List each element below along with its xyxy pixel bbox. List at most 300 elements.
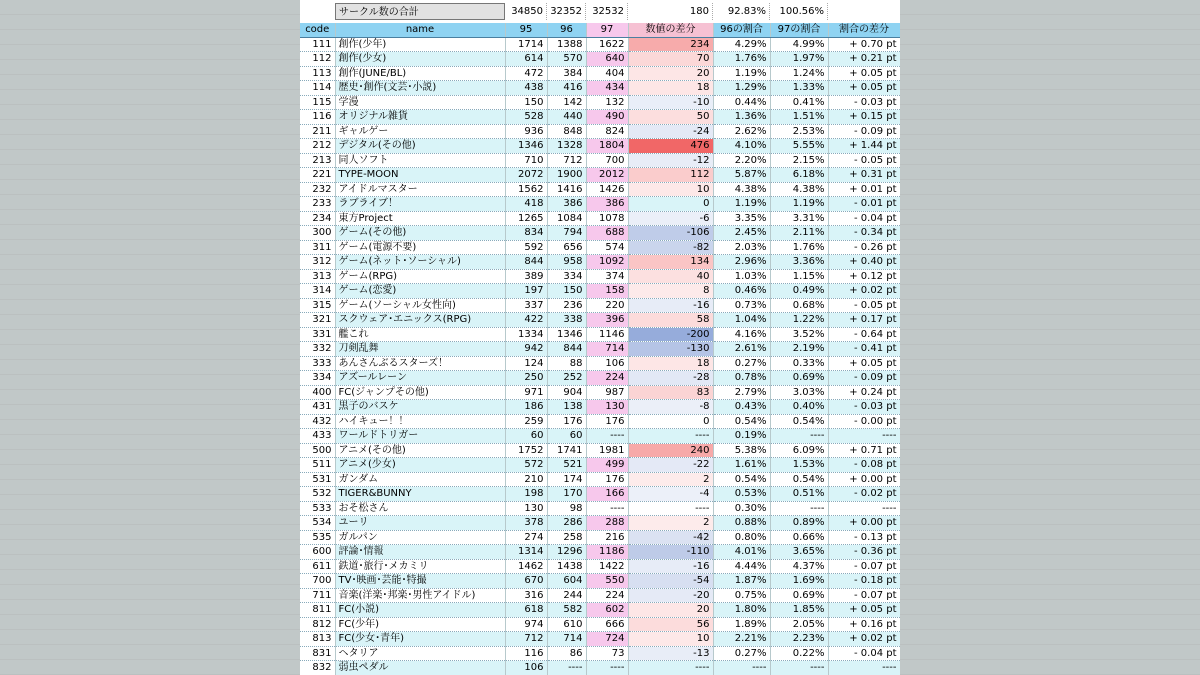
cell-v96[interactable]: 1741 (547, 443, 586, 458)
cell-code[interactable]: 212 (300, 139, 335, 154)
cell-diff[interactable]: 10 (628, 182, 713, 197)
cell-r96[interactable]: 0.75% (713, 588, 770, 603)
cell-r97[interactable]: 0.54% (770, 414, 828, 429)
cell-diff[interactable]: 240 (628, 443, 713, 458)
cell-rdiff[interactable]: + 0.05 pt (828, 356, 900, 371)
cell-r97[interactable]: ---- (770, 661, 828, 675)
cell-name[interactable]: 創作(少年) (335, 37, 505, 52)
cell-v95[interactable]: 250 (505, 371, 547, 386)
cell-r96[interactable]: 1.29% (713, 81, 770, 96)
cell-v97[interactable]: 130 (586, 400, 628, 415)
cell-name[interactable]: ハイキュー！！ (335, 414, 505, 429)
cell-name[interactable]: 黒子のバスケ (335, 400, 505, 415)
cell-v96[interactable]: 244 (547, 588, 586, 603)
cell-code[interactable]: 332 (300, 342, 335, 357)
cell-r97[interactable]: 0.40% (770, 400, 828, 415)
cell-name[interactable]: FC(ジャンプその他) (335, 385, 505, 400)
cell-code[interactable]: 532 (300, 487, 335, 502)
cell-r97[interactable]: 5.55% (770, 139, 828, 154)
cell-r96[interactable]: 0.73% (713, 298, 770, 313)
cell-r97[interactable]: 0.22% (770, 646, 828, 661)
cell-r96[interactable]: 0.54% (713, 472, 770, 487)
cell-name[interactable]: TYPE-MOON (335, 168, 505, 183)
cell-rdiff[interactable]: + 0.00 pt (828, 472, 900, 487)
cell-r97[interactable]: 1.22% (770, 313, 828, 328)
cell-r97[interactable]: 1.76% (770, 240, 828, 255)
cell-diff[interactable]: -16 (628, 559, 713, 574)
cell-r97[interactable]: 2.05% (770, 617, 828, 632)
cell-diff[interactable]: ---- (628, 661, 713, 675)
summary-diff[interactable]: 180 (628, 3, 713, 20)
cell-r97[interactable]: 4.37% (770, 559, 828, 574)
cell-v95[interactable]: 1714 (505, 37, 547, 52)
cell-r97[interactable]: 1.53% (770, 458, 828, 473)
cell-r96[interactable]: 2.79% (713, 385, 770, 400)
cell-v97[interactable]: 106 (586, 356, 628, 371)
cell-v95[interactable]: 316 (505, 588, 547, 603)
cell-r97[interactable]: 0.68% (770, 298, 828, 313)
cell-name[interactable]: あんさんぶるスターズ！ (335, 356, 505, 371)
cell-r96[interactable]: 2.62% (713, 124, 770, 139)
cell-r97[interactable]: 2.11% (770, 226, 828, 241)
cell-v95[interactable]: 1314 (505, 545, 547, 560)
cell-rdiff[interactable]: + 0.31 pt (828, 168, 900, 183)
cell-diff[interactable]: 2 (628, 516, 713, 531)
summary-96[interactable]: 32352 (547, 3, 586, 20)
cell-r97[interactable]: 0.41% (770, 95, 828, 110)
cell-v95[interactable]: 1265 (505, 211, 547, 226)
cell-name[interactable]: 創作(少女) (335, 52, 505, 67)
cell-diff[interactable]: -12 (628, 153, 713, 168)
cell-r97[interactable]: 0.89% (770, 516, 828, 531)
cell-r96[interactable]: 1.19% (713, 66, 770, 81)
cell-rdiff[interactable]: + 0.01 pt (828, 182, 900, 197)
cell-r97[interactable]: 0.33% (770, 356, 828, 371)
cell-v96[interactable]: 174 (547, 472, 586, 487)
cell-v96[interactable]: 1416 (547, 182, 586, 197)
cell-rdiff[interactable]: + 0.12 pt (828, 269, 900, 284)
cell-name[interactable]: 艦これ (335, 327, 505, 342)
summary-pct97[interactable]: 100.56% (770, 3, 828, 20)
cell-v95[interactable]: 710 (505, 153, 547, 168)
cell-name[interactable]: デジタル(その他) (335, 139, 505, 154)
header-ratio-97[interactable]: 97の割合 (770, 23, 828, 37)
cell-code[interactable]: 831 (300, 646, 335, 661)
cell-name[interactable]: 東方Project (335, 211, 505, 226)
cell-rdiff[interactable]: - 0.09 pt (828, 124, 900, 139)
cell-rdiff[interactable]: - 0.07 pt (828, 588, 900, 603)
cell-name[interactable]: アニメ(その他) (335, 443, 505, 458)
cell-v96[interactable]: 1084 (547, 211, 586, 226)
cell-rdiff[interactable]: - 0.03 pt (828, 95, 900, 110)
cell-r97[interactable]: 0.66% (770, 530, 828, 545)
cell-r97[interactable]: 3.65% (770, 545, 828, 560)
cell-v95[interactable]: 60 (505, 429, 547, 444)
cell-r96[interactable]: 1.36% (713, 110, 770, 125)
cell-r96[interactable]: 0.80% (713, 530, 770, 545)
cell-name[interactable]: FC(小説) (335, 603, 505, 618)
cell-v96[interactable]: 416 (547, 81, 586, 96)
cell-r97[interactable]: 0.69% (770, 371, 828, 386)
cell-v96[interactable]: 1388 (547, 37, 586, 52)
cell-diff[interactable]: -4 (628, 487, 713, 502)
cell-rdiff[interactable]: - 0.08 pt (828, 458, 900, 473)
cell-rdiff[interactable]: - 0.04 pt (828, 211, 900, 226)
cell-v97[interactable]: 1146 (586, 327, 628, 342)
cell-r97[interactable]: 4.99% (770, 37, 828, 52)
cell-v96[interactable]: 338 (547, 313, 586, 328)
cell-rdiff[interactable]: - 0.03 pt (828, 400, 900, 415)
cell-v95[interactable]: 1752 (505, 443, 547, 458)
cell-code[interactable]: 113 (300, 66, 335, 81)
cell-r96[interactable]: 4.01% (713, 545, 770, 560)
cell-v96[interactable]: 604 (547, 574, 586, 589)
summary-95[interactable]: 34850 (505, 3, 547, 20)
cell-name[interactable]: ガルパン (335, 530, 505, 545)
cell-r96[interactable]: 0.78% (713, 371, 770, 386)
cell-v97[interactable]: 220 (586, 298, 628, 313)
cell-r96[interactable]: 1.19% (713, 197, 770, 212)
cell-v96[interactable]: 86 (547, 646, 586, 661)
cell-v96[interactable]: 98 (547, 501, 586, 516)
cell-v97[interactable]: 166 (586, 487, 628, 502)
cell-v97[interactable]: 132 (586, 95, 628, 110)
cell-v95[interactable]: 1462 (505, 559, 547, 574)
cell-r97[interactable]: 1.51% (770, 110, 828, 125)
cell-r97[interactable]: 4.38% (770, 182, 828, 197)
cell-v97[interactable]: 724 (586, 632, 628, 647)
cell-v97[interactable]: 550 (586, 574, 628, 589)
cell-name[interactable]: ゲーム(RPG) (335, 269, 505, 284)
cell-r96[interactable]: 0.27% (713, 646, 770, 661)
cell-diff[interactable]: ---- (628, 501, 713, 516)
cell-v95[interactable]: 418 (505, 197, 547, 212)
cell-v95[interactable]: 124 (505, 356, 547, 371)
cell-code[interactable]: 812 (300, 617, 335, 632)
cell-v97[interactable]: 700 (586, 153, 628, 168)
cell-diff[interactable]: 70 (628, 52, 713, 67)
cell-v96[interactable]: 170 (547, 487, 586, 502)
cell-r96[interactable]: 1.89% (713, 617, 770, 632)
cell-v95[interactable]: 422 (505, 313, 547, 328)
cell-r96[interactable]: 0.30% (713, 501, 770, 516)
cell-code[interactable]: 313 (300, 269, 335, 284)
cell-diff[interactable]: 0 (628, 414, 713, 429)
cell-v95[interactable]: 592 (505, 240, 547, 255)
cell-v96[interactable]: ---- (547, 661, 586, 675)
cell-r97[interactable]: 0.49% (770, 284, 828, 299)
cell-diff[interactable]: 83 (628, 385, 713, 400)
cell-code[interactable]: 116 (300, 110, 335, 125)
cell-diff[interactable]: 18 (628, 356, 713, 371)
cell-rdiff[interactable]: - 0.04 pt (828, 646, 900, 661)
cell-rdiff[interactable]: - 0.05 pt (828, 153, 900, 168)
cell-v97[interactable]: 1422 (586, 559, 628, 574)
cell-r96[interactable]: 2.20% (713, 153, 770, 168)
header-96[interactable]: 96 (547, 23, 586, 37)
cell-diff[interactable]: -42 (628, 530, 713, 545)
cell-v95[interactable]: 186 (505, 400, 547, 415)
cell-v96[interactable]: 848 (547, 124, 586, 139)
cell-v95[interactable]: 337 (505, 298, 547, 313)
cell-diff[interactable]: ---- (628, 429, 713, 444)
cell-r97[interactable]: 1.85% (770, 603, 828, 618)
cell-code[interactable]: 311 (300, 240, 335, 255)
cell-name[interactable]: ゲーム(ソーシャル女性向) (335, 298, 505, 313)
cell-rdiff[interactable]: + 0.17 pt (828, 313, 900, 328)
header-ratio-diff[interactable]: 割合の差分 (828, 23, 900, 37)
cell-v96[interactable]: 521 (547, 458, 586, 473)
cell-code[interactable]: 321 (300, 313, 335, 328)
cell-v95[interactable]: 528 (505, 110, 547, 125)
cell-diff[interactable]: 8 (628, 284, 713, 299)
cell-v97[interactable]: 824 (586, 124, 628, 139)
cell-r97[interactable]: 0.69% (770, 588, 828, 603)
cell-diff[interactable]: -22 (628, 458, 713, 473)
cell-v96[interactable]: 142 (547, 95, 586, 110)
cell-v96[interactable]: 714 (547, 632, 586, 647)
cell-name[interactable]: FC(少年) (335, 617, 505, 632)
cell-r96[interactable]: 5.87% (713, 168, 770, 183)
cell-r96[interactable]: 0.88% (713, 516, 770, 531)
cell-v97[interactable]: 987 (586, 385, 628, 400)
cell-v97[interactable]: 640 (586, 52, 628, 67)
cell-code[interactable]: 611 (300, 559, 335, 574)
cell-name[interactable]: ゲーム(ネット･ソーシャル) (335, 255, 505, 270)
cell-r96[interactable]: 0.46% (713, 284, 770, 299)
cell-v95[interactable]: 130 (505, 501, 547, 516)
cell-code[interactable]: 315 (300, 298, 335, 313)
cell-r97[interactable]: 0.54% (770, 472, 828, 487)
cell-v96[interactable]: 176 (547, 414, 586, 429)
cell-v97[interactable]: 73 (586, 646, 628, 661)
cell-r96[interactable]: 2.61% (713, 342, 770, 357)
cell-rdiff[interactable]: + 0.21 pt (828, 52, 900, 67)
cell-name[interactable]: 歴史･創作(文芸･小説) (335, 81, 505, 96)
cell-diff[interactable]: -130 (628, 342, 713, 357)
cell-v97[interactable]: 1078 (586, 211, 628, 226)
cell-rdiff[interactable]: - 0.07 pt (828, 559, 900, 574)
cell-v96[interactable]: 656 (547, 240, 586, 255)
cell-rdiff[interactable]: - 0.00 pt (828, 414, 900, 429)
cell-r96[interactable]: 4.44% (713, 559, 770, 574)
cell-v96[interactable]: 60 (547, 429, 586, 444)
cell-v96[interactable]: 286 (547, 516, 586, 531)
cell-v97[interactable]: 499 (586, 458, 628, 473)
cell-rdiff[interactable]: + 0.70 pt (828, 37, 900, 52)
cell-v95[interactable]: 1334 (505, 327, 547, 342)
cell-v97[interactable]: 688 (586, 226, 628, 241)
cell-v97[interactable]: 666 (586, 617, 628, 632)
cell-v97[interactable]: ---- (586, 429, 628, 444)
cell-v97[interactable]: 1186 (586, 545, 628, 560)
cell-r96[interactable]: 1.04% (713, 313, 770, 328)
cell-v96[interactable]: 88 (547, 356, 586, 371)
cell-rdiff[interactable]: + 0.16 pt (828, 617, 900, 632)
cell-code[interactable]: 700 (300, 574, 335, 589)
cell-v97[interactable]: 1981 (586, 443, 628, 458)
cell-diff[interactable]: -54 (628, 574, 713, 589)
cell-r96[interactable]: 0.54% (713, 414, 770, 429)
cell-code[interactable]: 213 (300, 153, 335, 168)
summary-97[interactable]: 32532 (586, 3, 628, 20)
cell-diff[interactable]: 2 (628, 472, 713, 487)
cell-diff[interactable]: 0 (628, 197, 713, 212)
cell-v96[interactable]: 440 (547, 110, 586, 125)
cell-name[interactable]: ユーリ (335, 516, 505, 531)
cell-diff[interactable]: 40 (628, 269, 713, 284)
cell-rdiff[interactable]: - 0.02 pt (828, 487, 900, 502)
cell-rdiff[interactable]: - 0.13 pt (828, 530, 900, 545)
cell-code[interactable]: 312 (300, 255, 335, 270)
cell-v95[interactable]: 971 (505, 385, 547, 400)
cell-name[interactable]: おそ松さん (335, 501, 505, 516)
cell-v95[interactable]: 389 (505, 269, 547, 284)
cell-v96[interactable]: 958 (547, 255, 586, 270)
cell-rdiff[interactable]: + 0.24 pt (828, 385, 900, 400)
cell-r97[interactable]: 6.09% (770, 443, 828, 458)
cell-code[interactable]: 115 (300, 95, 335, 110)
cell-v97[interactable]: 1426 (586, 182, 628, 197)
cell-rdiff[interactable]: + 0.05 pt (828, 603, 900, 618)
cell-v95[interactable]: 438 (505, 81, 547, 96)
cell-v96[interactable]: 258 (547, 530, 586, 545)
cell-r97[interactable]: 2.19% (770, 342, 828, 357)
cell-v96[interactable]: 610 (547, 617, 586, 632)
cell-code[interactable]: 221 (300, 168, 335, 183)
cell-v95[interactable]: 116 (505, 646, 547, 661)
cell-code[interactable]: 433 (300, 429, 335, 444)
cell-v95[interactable]: 974 (505, 617, 547, 632)
cell-v95[interactable]: 198 (505, 487, 547, 502)
cell-name[interactable]: 鉄道･旅行･メカミリ (335, 559, 505, 574)
cell-diff[interactable]: 134 (628, 255, 713, 270)
cell-diff[interactable]: -28 (628, 371, 713, 386)
cell-code[interactable]: 431 (300, 400, 335, 415)
cell-v97[interactable]: 158 (586, 284, 628, 299)
cell-diff[interactable]: -24 (628, 124, 713, 139)
cell-v95[interactable]: 210 (505, 472, 547, 487)
header-diff[interactable]: 数値の差分 (628, 23, 713, 37)
cell-v97[interactable]: 1804 (586, 139, 628, 154)
cell-name[interactable]: オリジナル雑貨 (335, 110, 505, 125)
cell-v95[interactable]: 150 (505, 95, 547, 110)
cell-code[interactable]: 832 (300, 661, 335, 675)
cell-rdiff[interactable]: ---- (828, 429, 900, 444)
cell-v95[interactable]: 936 (505, 124, 547, 139)
cell-v97[interactable]: 288 (586, 516, 628, 531)
cell-v97[interactable]: 602 (586, 603, 628, 618)
cell-code[interactable]: 500 (300, 443, 335, 458)
cell-r97[interactable]: 0.51% (770, 487, 828, 502)
cell-v96[interactable]: 1346 (547, 327, 586, 342)
cell-rdiff[interactable]: + 0.02 pt (828, 632, 900, 647)
cell-v97[interactable]: 434 (586, 81, 628, 96)
cell-v95[interactable]: 618 (505, 603, 547, 618)
cell-r97[interactable]: 2.15% (770, 153, 828, 168)
cell-code[interactable]: 432 (300, 414, 335, 429)
cell-diff[interactable]: -200 (628, 327, 713, 342)
summary-pct96[interactable]: 92.83% (713, 3, 770, 20)
cell-v97[interactable]: 574 (586, 240, 628, 255)
cell-v96[interactable]: 334 (547, 269, 586, 284)
cell-name[interactable]: アズールレーン (335, 371, 505, 386)
cell-rdiff[interactable]: + 0.00 pt (828, 516, 900, 531)
cell-code[interactable]: 535 (300, 530, 335, 545)
cell-name[interactable]: 創作(JUNE/BL) (335, 66, 505, 81)
cell-r96[interactable]: 1.76% (713, 52, 770, 67)
cell-v95[interactable]: 106 (505, 661, 547, 675)
cell-rdiff[interactable]: + 1.44 pt (828, 139, 900, 154)
cell-v97[interactable]: 490 (586, 110, 628, 125)
cell-diff[interactable]: -82 (628, 240, 713, 255)
cell-v96[interactable]: 386 (547, 197, 586, 212)
cell-r97[interactable]: 6.18% (770, 168, 828, 183)
cell-name[interactable]: 評論･情報 (335, 545, 505, 560)
cell-r97[interactable]: 1.33% (770, 81, 828, 96)
cell-v96[interactable]: 904 (547, 385, 586, 400)
cell-r96[interactable]: 2.96% (713, 255, 770, 270)
cell-code[interactable]: 813 (300, 632, 335, 647)
header-ratio-96[interactable]: 96の割合 (713, 23, 770, 37)
header-code[interactable]: code (300, 23, 335, 37)
cell-r97[interactable]: 1.19% (770, 197, 828, 212)
cell-code[interactable]: 112 (300, 52, 335, 67)
cell-v95[interactable]: 2072 (505, 168, 547, 183)
cell-v95[interactable]: 712 (505, 632, 547, 647)
cell-r97[interactable]: 1.69% (770, 574, 828, 589)
cell-r96[interactable]: 1.80% (713, 603, 770, 618)
cell-diff[interactable]: 50 (628, 110, 713, 125)
cell-code[interactable]: 232 (300, 182, 335, 197)
cell-r96[interactable]: 2.45% (713, 226, 770, 241)
cell-v96[interactable]: 582 (547, 603, 586, 618)
cell-v97[interactable]: 1622 (586, 37, 628, 52)
cell-v96[interactable]: 844 (547, 342, 586, 357)
cell-diff[interactable]: 18 (628, 81, 713, 96)
cell-name[interactable]: 弱虫ペダル (335, 661, 505, 675)
cell-name[interactable]: ラブライブ！ (335, 197, 505, 212)
cell-r96[interactable]: 0.19% (713, 429, 770, 444)
cell-diff[interactable]: 20 (628, 66, 713, 81)
cell-rdiff[interactable]: - 0.09 pt (828, 371, 900, 386)
cell-v97[interactable]: 216 (586, 530, 628, 545)
cell-v97[interactable]: 224 (586, 588, 628, 603)
cell-v96[interactable]: 1438 (547, 559, 586, 574)
cell-rdiff[interactable]: + 0.71 pt (828, 443, 900, 458)
cell-r97[interactable]: 1.97% (770, 52, 828, 67)
cell-rdiff[interactable]: + 0.05 pt (828, 81, 900, 96)
cell-diff[interactable]: 112 (628, 168, 713, 183)
cell-v95[interactable]: 572 (505, 458, 547, 473)
cell-diff[interactable]: 10 (628, 632, 713, 647)
cell-diff[interactable]: 234 (628, 37, 713, 52)
cell-v97[interactable]: 224 (586, 371, 628, 386)
cell-r97[interactable]: 3.03% (770, 385, 828, 400)
cell-v97[interactable]: ---- (586, 501, 628, 516)
cell-v97[interactable]: 1092 (586, 255, 628, 270)
cell-name[interactable]: ゲーム(電源不要) (335, 240, 505, 255)
cell-diff[interactable]: -10 (628, 95, 713, 110)
cell-r96[interactable]: 0.27% (713, 356, 770, 371)
cell-name[interactable]: TV･映画･芸能･特撮 (335, 574, 505, 589)
cell-code[interactable]: 114 (300, 81, 335, 96)
cell-code[interactable]: 811 (300, 603, 335, 618)
cell-rdiff[interactable]: + 0.05 pt (828, 66, 900, 81)
cell-name[interactable]: ヘタリア (335, 646, 505, 661)
cell-v97[interactable]: 176 (586, 414, 628, 429)
cell-code[interactable]: 400 (300, 385, 335, 400)
